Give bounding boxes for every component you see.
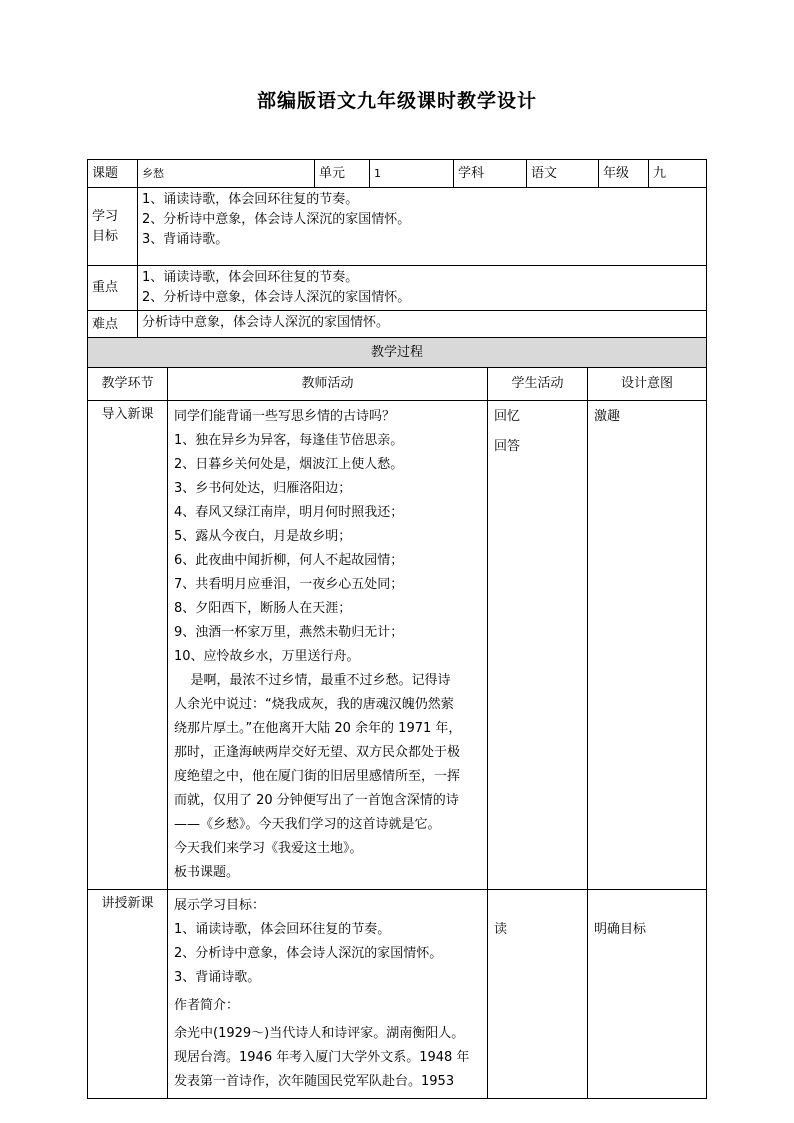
author-line: 现居台湾。1946 年考入厦门大学外文系。1948 年 [174,1050,470,1065]
topic-value: 乡愁 [138,160,315,188]
author-heading: 作者简介： [174,998,240,1013]
stage-intro: 导入新课 [88,401,168,890]
intro-paragraph-line: 度绝望之中，他在厦门街的旧居里感情所至，一挥 [174,769,461,784]
intro-paragraph-line: 而就，仅用了 20 分钟便写出了一首饱含深情的诗 [174,793,459,808]
goal-line: 1、诵读诗歌，体会回环往复的节奏。 [174,922,391,937]
col-header-intent: 设计意图 [588,368,707,401]
student-activity-intro [488,401,588,890]
intent-intro: 激趣 [588,401,707,890]
goal-line: 3、背诵诗歌。 [174,970,261,985]
key-point-item: 1、诵读诗歌，体会回环往复的节奏。 [142,270,359,285]
teacher-activity-new [168,890,488,1099]
student-activity-new [488,890,588,1099]
student-recall: 回忆 [494,409,521,424]
unit-value: 1 [370,160,454,188]
intro-today-line: 今天我们来学习《我爱这土地》。 [174,841,363,856]
subject-label: 学科 [454,160,527,188]
intent-clarify-goals: 明确目标 [594,922,647,937]
poem-line: 5、露从今夜白，月是故乡明； [174,529,352,544]
student-answer: 回答 [494,439,521,454]
objective-item: 1、诵读诗歌，体会回环往复的节奏。 [142,192,359,207]
grade-value: 九 [649,160,707,188]
author-line: 余光中(1929～)当代诗人和诗评家。湖南衡阳人。 [174,1026,465,1041]
goal-line: 2、分析诗中意象，体会诗人深沉的家国情怀。 [174,946,443,961]
poem-line: 3、乡书何处达，归雁洛阳边； [174,481,352,496]
objective-item: 3、背诵诗歌。 [142,232,229,247]
objectives-label-line2: 目标 [92,228,119,244]
poem-line: 8、夕阳西下，断肠人在天涯； [174,601,352,616]
col-header-teacher: 教师活动 [168,368,488,401]
section-title: 教学过程 [88,338,707,368]
grade-label: 年级 [599,160,649,188]
objectives-label-line1: 学习 [92,208,119,224]
topic-label: 课题 [88,160,138,188]
lesson-info-table [87,159,707,339]
teacher-activity-intro [168,401,488,890]
poem-line: 9、浊酒一杯家万里，燕然未勒归无计； [174,625,404,640]
objectives-label [88,188,138,266]
difficulty-content: 分析诗中意象，体会诗人深沉的家国情怀。 [138,311,707,339]
author-line: 发表第一首诗作，次年随国民党军队赴台。1953 [174,1074,455,1089]
intro-board-line: 板书课题。 [174,865,240,880]
unit-label: 单元 [315,160,370,188]
poem-line: 6、此夜曲中闻折柳，何人不起故园情； [174,553,404,568]
key-points-content [138,266,707,311]
intro-paragraph-line: ——《乡愁》。今天我们学习的这首诗就是它。 [174,817,441,832]
poem-line: 10、应怜故乡水，万里送行舟。 [174,649,360,664]
objectives-content [138,188,707,266]
intro-paragraph-line: 人余光中说过：“烧我成灰，我的唐魂汉魄仍然萦 [174,697,454,712]
col-header-stage: 教学环节 [88,368,168,401]
poem-line: 4、春风又绿江南岸，明月何时照我还； [174,505,404,520]
key-point-item: 2、分析诗中意象，体会诗人深沉的家国情怀。 [142,290,411,305]
show-goals-line: 展示学习目标： [174,898,266,913]
document-title: 部编版语文九年级课时教学设计 [256,90,537,112]
teaching-process-table [87,337,707,1099]
difficulty-label: 难点 [88,311,138,339]
poem-line: 1、独在异乡为异客，每逢佳节倍思亲。 [174,433,404,448]
objective-item: 2、分析诗中意象，体会诗人深沉的家国情怀。 [142,212,411,227]
intro-question: 同学们能背诵一些写思乡情的古诗吗？ [174,409,396,424]
student-read: 读 [494,922,508,937]
stage-new: 讲授新课 [88,890,168,1099]
poem-line: 2、日暮乡关何处是，烟波江上使人愁。 [174,457,404,472]
key-points-label: 重点 [88,266,138,311]
intro-paragraph-line: 那时，正逢海峡两岸交好无望、双方民众都处于极 [174,745,461,760]
intro-paragraph-line: 绕那片厚土。”在他离开大陆 20 余年的 1971 年， [174,721,462,736]
poem-line: 7、共看明月应垂泪，一夜乡心五处同； [174,577,404,592]
col-header-student: 学生活动 [488,368,588,401]
subject-value: 语文 [527,160,599,188]
intent-new [588,890,707,1099]
intro-paragraph-line: 是啊，最浓不过乡情，最重不过乡愁。记得诗 [174,673,451,688]
